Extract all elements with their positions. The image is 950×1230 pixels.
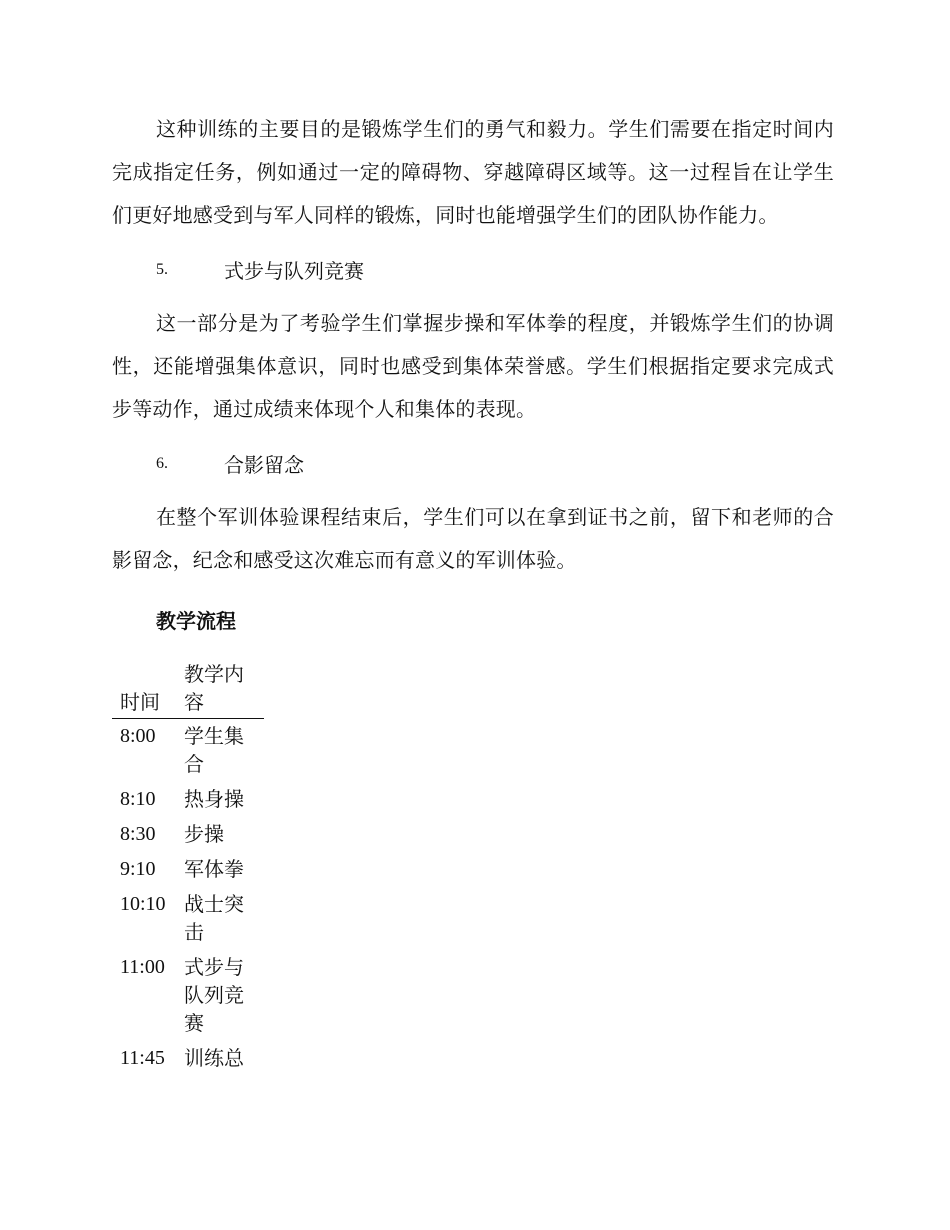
- cell-time: 8:10: [120, 788, 156, 810]
- cell-time: 11:00: [120, 956, 165, 978]
- list-title: 式步与队列竞赛: [224, 259, 364, 283]
- cell-time: 8:00: [120, 725, 156, 747]
- table-row: [112, 719, 264, 783]
- cell-time: 11:45: [120, 1047, 165, 1069]
- table-row: [112, 852, 264, 887]
- paragraph-group-photo: 在整个军训体验课程结束后，学生们可以在拿到证书之前，留下和老师的合影留念，纪念和感受这次难忘而有意义的军训体验。: [112, 505, 834, 572]
- cell-content: 训练总: [184, 1046, 244, 1070]
- table-header-row: [112, 658, 264, 719]
- list-item-5: [112, 248, 834, 291]
- cell-time: 10:10: [120, 893, 166, 915]
- table-row: [112, 782, 264, 817]
- paragraph-obstacle-training: 这种训练的主要目的是锻炼学生们的勇气和毅力。学生们需要在指定时间内完成指定任务，例如通过一定的障碍物、穿越障碍区域等。这一过程旨在让学生们更好地感受到与军人同样的锻炼，同时也能增强学生们的团队协作能力。: [112, 117, 834, 227]
- cell-content: 军体拳: [184, 857, 244, 881]
- paragraph-march-competition: 这一部分是为了考验学生们掌握步操和军体拳的程度，并锻炼学生们的协调性，还能增强集体意识，同时也感受到集体荣誉感。学生们根据指定要求完成式步等动作，通过成绩来体现个人和集体的表现。: [112, 311, 834, 421]
- cell-content: 热身操: [184, 787, 244, 811]
- section-title-teaching-process: 教学流程: [156, 609, 236, 633]
- cell-content: 学生集合: [184, 724, 244, 776]
- column-header-time: 时间: [112, 658, 176, 719]
- cell-content: 式步与队列竞赛: [184, 955, 244, 1035]
- cell-content: 战士突击: [184, 892, 244, 944]
- cell-time: 9:10: [120, 858, 156, 880]
- cell-content: 步操: [184, 822, 224, 846]
- list-number: 6.: [156, 454, 168, 472]
- column-header-content: 教学内容: [176, 658, 264, 719]
- table-row: [112, 817, 264, 852]
- list-number: 5.: [156, 260, 168, 278]
- table-row: [112, 950, 264, 1041]
- list-title: 合影留念: [224, 453, 304, 477]
- table-row: [112, 887, 264, 950]
- table-row: [112, 1041, 264, 1076]
- schedule-table: [112, 658, 264, 1076]
- document-page: [112, 108, 834, 1076]
- list-item-6: [112, 442, 834, 485]
- cell-time: 8:30: [120, 823, 156, 845]
